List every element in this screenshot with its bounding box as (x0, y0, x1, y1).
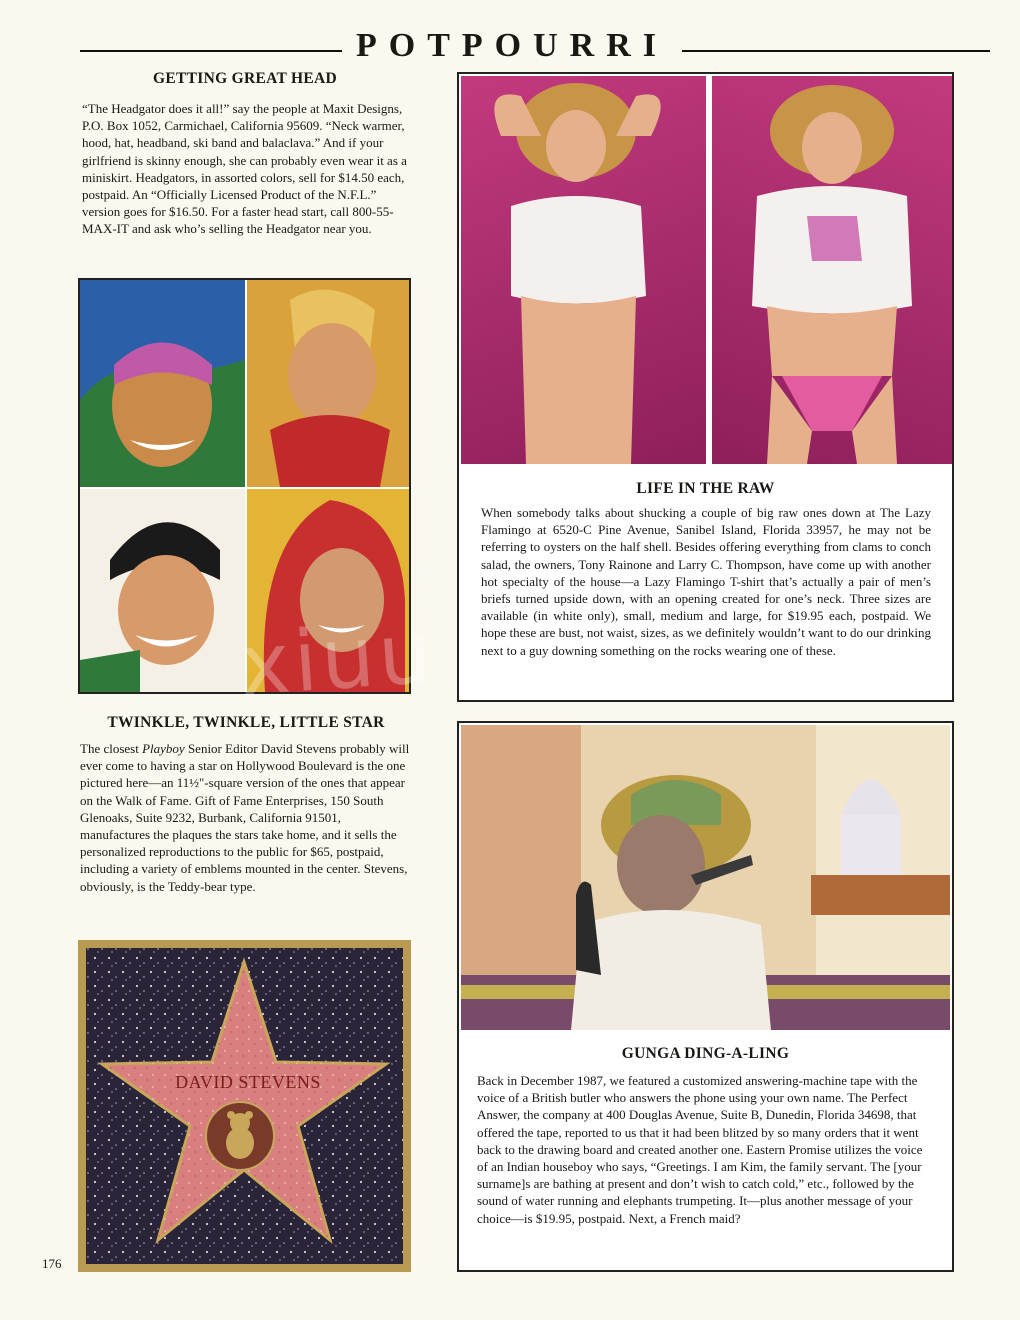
model-photo-left (461, 76, 706, 464)
headgator-comic-image (78, 278, 439, 715)
section-title: POTPOURRI (356, 27, 668, 64)
life-in-the-raw-box (457, 72, 954, 702)
headgator-headline: GETTING GREAT HEAD (153, 70, 337, 87)
page-number: 176 (42, 1256, 62, 1271)
terrazzo-star (78, 940, 411, 1272)
star-headline: TWINKLE, TWINKLE, LITTLE STAR (107, 714, 385, 731)
gunga-headline: GUNGA DING-A-LING (621, 1045, 790, 1062)
headgator-body: “The Headgator does it all!” say the people at Maxit Designs, P.O. Box 1052, Carmichael, California 95609. “Neck warmer, hood, hat, headband, ski band and balaclava.” And if your girlfriend is skinny enough, she can probably even wear it as a miniskirt. Headgators, in assorted colors, sell for $14.50 each, postpaid. An “Officially Licensed Product of the N.F.L.” version goes for $16.50. For a faster head start, call 800-55-MAX-IT and ask who’s selling the Headgator near you. (82, 101, 407, 237)
section-masthead (80, 26, 990, 66)
plaque-name: DAVID STEVENS (175, 1072, 321, 1092)
masthead-rule-left (80, 50, 342, 52)
star-body: The closest Playboy Senior Editor David Stevens probably will ever come to having a star on Hollywood Boulevard is the one pictured here—an 11½"-square version of the ones that appear on the Walk of Fame. Gift of Fame Enterprises, 150 South Glenoaks, Suite 9232, Burbank, California 91501, manufactures the plaques the stars take home, and it sells the personalized reproductions to the public for $65, postpaid, including a variety of emblems mounted in the center. Stevens, obviously, is the Teddy-bear type. (80, 741, 410, 894)
gunga-body: Back in December 1987, we featured a customized answering-machine tape with the voice of a British butler who answers the phone using your own name. The Perfect Answer, the company at 400 Douglas Avenue, Suite B, Dunedin, Florida 34698, that offered the tape, reported to us that it had been blitzed by so many orders that it went back to the drawing board and created another one. Eastern Promise utilizes the voice of an Indian houseboy who says, “Greetings. I am Kim, the family servant. The [your surname]s are bathing at present and don’t wish to catch cold,” etc., followed by the sound of water running and elephants trumpeting. It—plus another message of your choice—is $19.95, postpaid. Next, a French maid? (477, 1073, 923, 1226)
masthead-rule-right (682, 50, 990, 52)
watermark-text: xiuu (236, 603, 439, 715)
model-photo-right (712, 76, 952, 464)
star-plaque-image (78, 940, 411, 1272)
gunga-box (457, 721, 954, 1272)
raw-body: When somebody talks about shucking a couple of big raw ones down at The Lazy Flamingo at 6520-C Pine Avenue, Sanibel Island, Florida 33957, he may not be referring to oysters on the half shell. Besides offering everything from clams to conch salad, the owners, Tony Rainone and Larry C. Thompson, have come up with another hot specialty of the house—a Lazy Flamingo T-shirt that’s actually a pair of men’s briefs turned upside down, with an opening created for one’s neck. Three sizes are available (in white only), small, medium and large, for $19.95 each, postpaid. We hope these are bust, not waist, sizes, as we definitely wouldn’t want to do our drinking next to a guy downing something on the rocks wearing one of these. (481, 505, 931, 658)
raw-headline: LIFE IN THE RAW (636, 480, 775, 497)
houseboy-illustration (461, 725, 950, 1030)
